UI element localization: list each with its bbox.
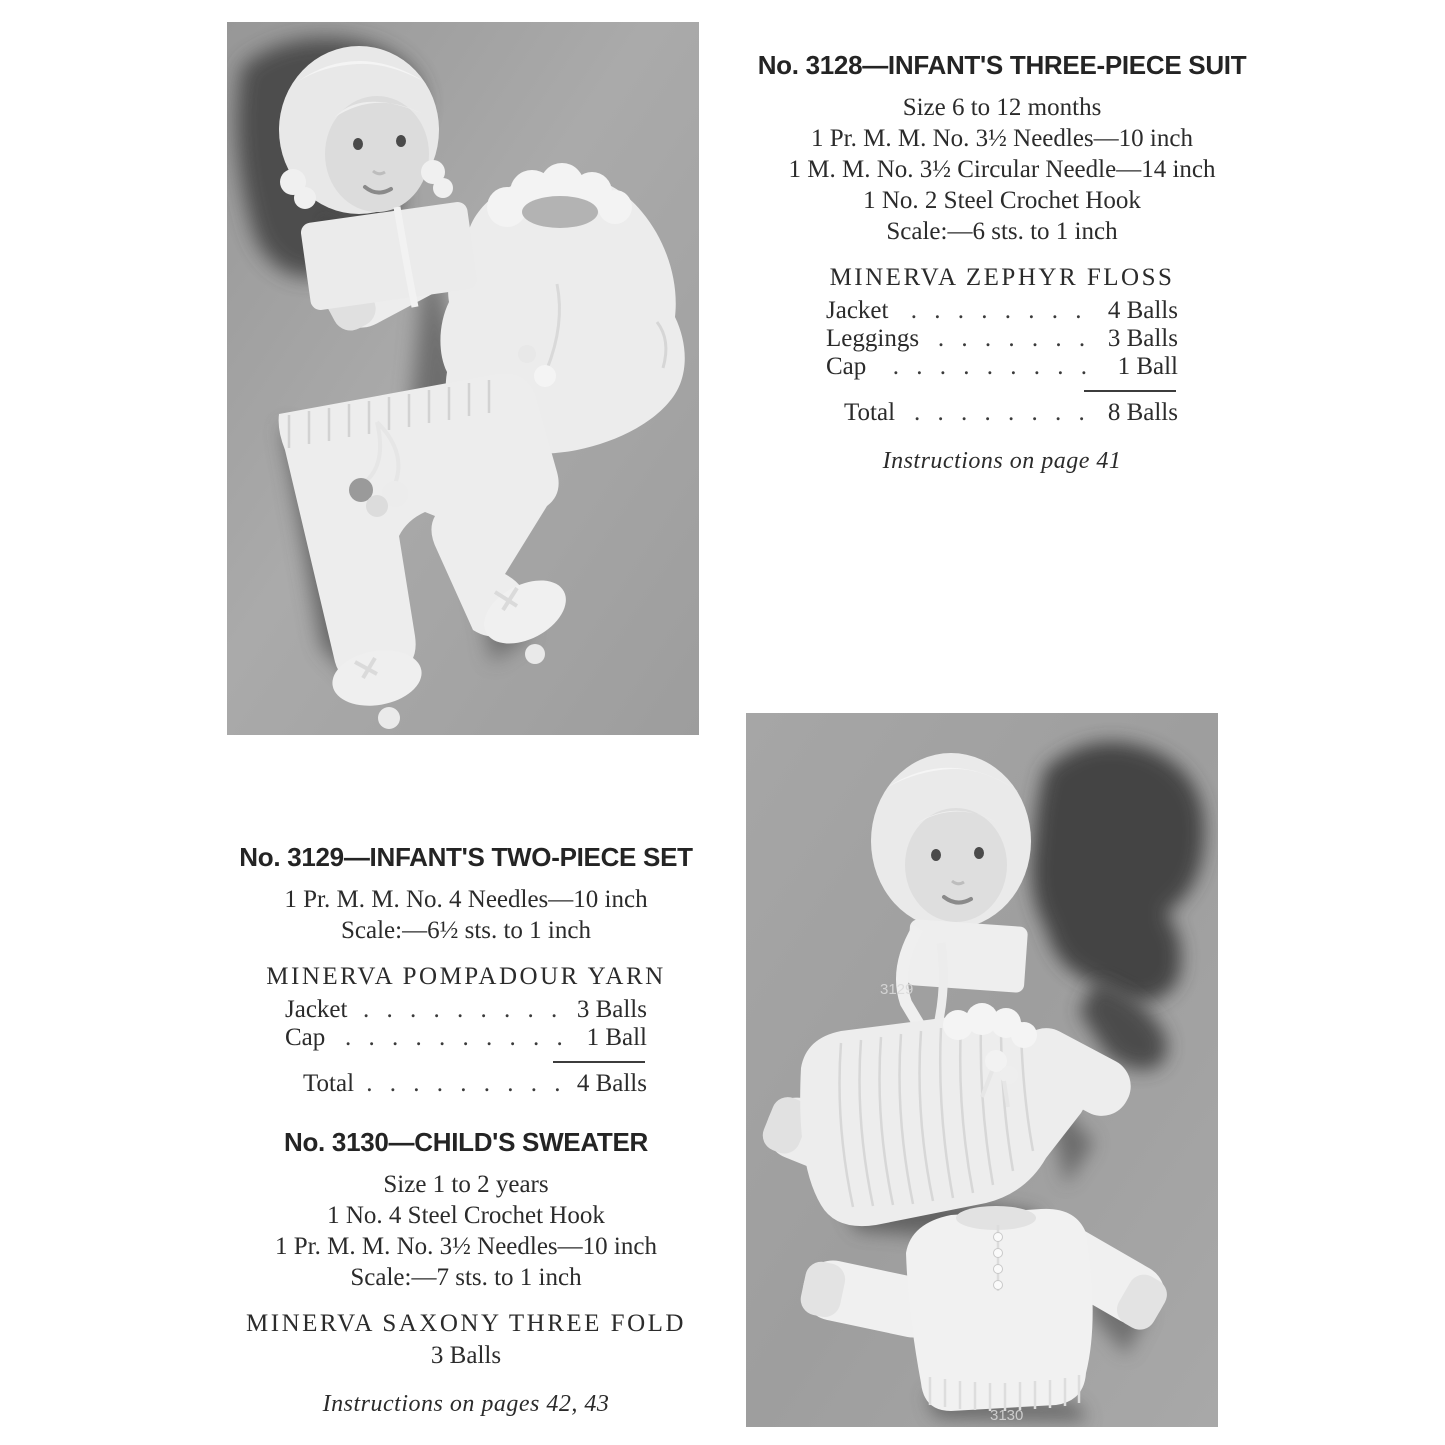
total-rule [553,1061,645,1063]
material-qty: 1 Ball [586,1024,647,1051]
pattern-3128-needles: 1 Pr. M. M. No. 3½ Needles—10 inch [811,125,1193,152]
total-qty: 8 Balls [1107,399,1178,426]
pattern-3130-section [226,1127,706,1418]
material-item: Cap [826,353,867,380]
doll-three-piece-photo-illustration [227,22,699,735]
material-qty: 3 Balls [576,996,647,1023]
pattern-3128-yarn-heading: MINERVA ZEPHYR FLOSS [829,264,1175,291]
pattern-3128-crochet-hook: 1 No. 2 Steel Crochet Hook [863,187,1141,214]
pattern-3129-materials [285,996,647,1098]
pattern-3130-needles: 1 Pr. M. M. No. 3½ Needles—10 inch [275,1233,657,1260]
pattern-3129-scale: Scale:—6½ sts. to 1 inch [341,917,591,944]
material-item: Jacket [826,297,889,324]
pattern-3130-details [226,1169,706,1293]
photo-infant-three-piece-suit [227,22,699,735]
dot-leader: . . . . . . . . [910,297,1086,324]
photo-label-3130: 3130 [990,1407,1024,1424]
material-row [285,1024,647,1052]
total-label: Total [844,399,896,426]
pattern-3128-circular-needle: 1 M. M. No. 3½ Circular Needle—14 inch [788,156,1216,183]
total-rule [1084,390,1176,392]
total-row [285,1070,647,1098]
pattern-3128-section [732,50,1272,475]
material-row [285,996,647,1024]
material-row [826,297,1178,325]
sweater-neckline [956,1206,1036,1230]
dot-leader: . . . . . . . . . [363,996,562,1023]
pattern-3128-size: Size 6 to 12 months [902,94,1102,121]
material-qty: 4 Balls [1107,297,1178,324]
pattern-3129-details [226,884,706,946]
pattern-3130-instructions: Instructions on pages 42, 43 [322,1391,610,1417]
pattern-3129-title: No. 3129—INFANT'S TWO-PIECE SET [239,842,693,872]
total-row [826,399,1178,427]
dot-leader: . . . . . . . . . [892,353,1092,380]
material-qty: 3 Balls [1107,325,1178,352]
material-item: Jacket [285,996,348,1023]
doll-two-piece-photo-illustration [746,713,1218,1427]
pattern-3130-scale: Scale:—7 sts. to 1 inch [350,1264,582,1291]
pattern-3130-crochet-hook: 1 No. 4 Steel Crochet Hook [327,1202,605,1229]
material-row [826,325,1178,353]
dot-leader: . . . . . . . . [914,399,1089,426]
pattern-3130-yarn-qty: 3 Balls [430,1342,502,1369]
dot-leader: . . . . . . . [937,325,1090,352]
pattern-3128-instructions: Instructions on page 41 [882,448,1122,474]
photo-label-3129: 3129 [880,981,914,998]
material-item: Leggings [826,325,920,352]
pattern-3128-details [732,92,1272,247]
material-item: Cap [285,1024,326,1051]
material-row [826,353,1178,381]
pattern-3128-scale: Scale:—6 sts. to 1 inch [886,218,1118,245]
pattern-3130-size: Size 1 to 2 years [383,1171,549,1198]
pattern-3130-title: No. 3130—CHILD'S SWEATER [284,1127,648,1157]
photo-two-piece-set-and-sweater [746,713,1218,1427]
pattern-3129-section [226,842,706,1418]
dot-leader: . . . . . . . . . . [345,1024,567,1051]
pattern-3129-yarn-heading: MINERVA POMPADOUR YARN [266,963,666,990]
total-qty: 4 Balls [576,1070,647,1097]
pattern-3128-materials [826,297,1178,427]
pattern-3130-yarn-heading: MINERVA SAXONY THREE FOLD [246,1310,686,1337]
pattern-3128-title: No. 3128—INFANT'S THREE-PIECE SUIT [757,50,1247,80]
total-label: Total [303,1070,355,1097]
pattern-3129-needles: 1 Pr. M. M. No. 4 Needles—10 inch [284,886,648,913]
dot-leader: . . . . . . . . . [366,1070,565,1097]
material-qty: 1 Ball [1117,353,1178,380]
